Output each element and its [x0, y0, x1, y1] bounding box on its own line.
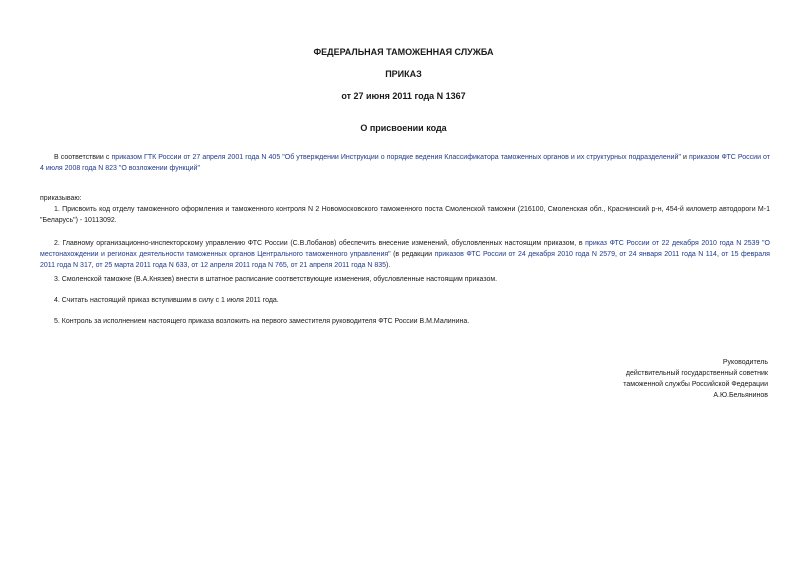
item-2-text-4: ,: [716, 251, 722, 258]
signature-name: А.Ю.Бельянинов: [713, 392, 768, 399]
signature-rank-line-2: таможенной службы Российской Федерации: [623, 381, 768, 388]
agency-title: ФЕДЕРАЛЬНАЯ ТАМОЖЕННАЯ СЛУЖБА: [313, 47, 494, 57]
signature-rank-line-1: действительный государственный советник: [625, 370, 768, 377]
preamble-paragraph: [40, 152, 770, 174]
item-2-link-order-114[interactable]: от 24 января 2011 года N 114: [619, 251, 717, 258]
item-2-link-order-2579[interactable]: приказов ФТС России от 24 декабря 2010 года N 2579: [434, 251, 615, 258]
item-2-text-6: ,: [187, 262, 192, 269]
preamble-text-1: В соответствии с: [54, 154, 112, 161]
item-3-paragraph: 3. Смоленской таможне (В.А.Князев) внести в штатное расписание соответствующие изменения, обусловленные настоящим приказом.: [54, 276, 498, 283]
item-2-text-5: ,: [91, 262, 96, 269]
preamble-link-fts-order[interactable]: приказом ФТС России от 4 июля 2008 года N 823 "О возложении функций": [40, 154, 771, 172]
item-2-paragraph: [40, 238, 770, 271]
item-2-link-order-317[interactable]: от 15 февраля 2011 года N 317: [40, 251, 770, 269]
item-2-link-order-835[interactable]: от 21 апреля 2011 года N 835: [290, 262, 387, 269]
item-2-link-order-2539[interactable]: приказ ФТС России от 22 декабря 2010 года N 2539 "О местонахождении и регионах деятельности таможенных органов Центрального таможенного управления": [40, 240, 770, 258]
document-type: ПРИКАЗ: [385, 69, 422, 79]
item-2-link-order-765[interactable]: от 12 апреля 2011 года N 765: [191, 262, 287, 269]
order-word: приказываю:: [40, 195, 82, 202]
item-2-text-7: ,: [286, 262, 291, 269]
document-subject: О присвоении кода: [360, 123, 447, 133]
signature-position: Руководитель: [722, 359, 768, 366]
preamble-text-2: и: [680, 154, 690, 161]
document-date: от 27 июня 2011 года N 1367: [341, 91, 466, 101]
item-1-paragraph: 1. Присвоить код отделу таможенного оформления и таможенного контроля N 2 Новомосковского таможенного поста Смоленской таможни (216100, Смоленская обл., Краснинский р-н, 454-й километр автодороги М-1 "Беларусь") - 10113092.: [40, 206, 770, 224]
item-2-text-1: 2. Главному организационно-инспекторскому управлению ФТС России (С.В.Лобанов) обеспечить внесение изменений, обусловленных настоящим приказом, в: [54, 240, 586, 247]
item-2-link-order-633[interactable]: от 25 марта 2011 года N 633: [95, 262, 188, 269]
item-4-paragraph: 4. Считать настоящий приказ вступившим в силу с 1 июля 2011 года.: [54, 297, 279, 304]
item-2-text-8: ).: [386, 262, 391, 269]
item-5-paragraph: 5. Контроль за исполнением настоящего приказа возложить на первого заместителя руководителя ФТС России В.М.Малинина.: [54, 318, 470, 325]
item-2-text-2: (в редакции: [390, 251, 435, 258]
item-2-text-3: ,: [614, 251, 620, 258]
preamble-link-gtk-order[interactable]: приказом ГТК России от 27 апреля 2001 года N 405 "Об утверждении Инструкции о порядке ведения Классификатора таможенных органов и их структурных подразделений": [111, 154, 681, 161]
